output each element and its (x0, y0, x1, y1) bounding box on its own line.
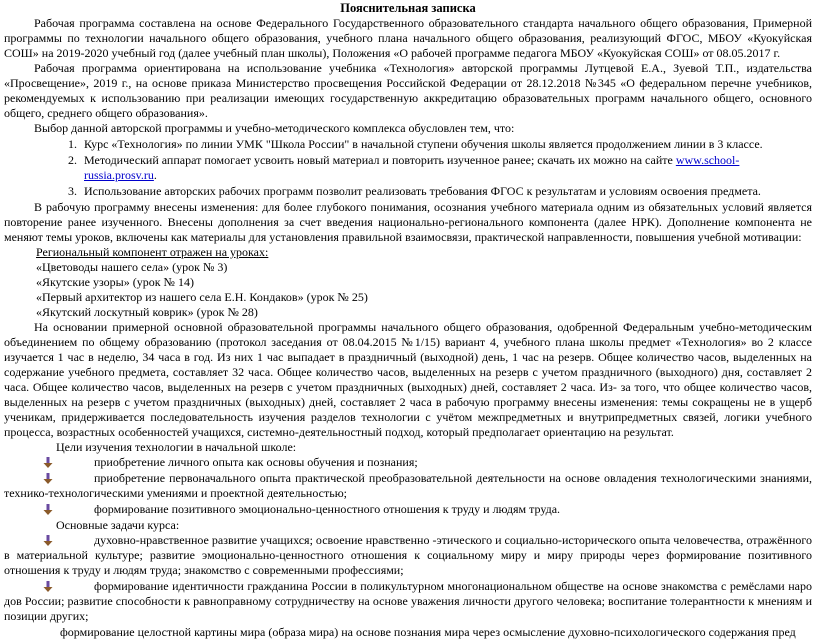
paragraph-textbook: Рабочая программа ориентирована на использование учебника «Технология» авторской программы Лутцевой Е.А., Зуевой Т.П., издательства «Просвещение», 2019 г., на основе приказа Министерство просвещения Российской Федерации от 28.12.2018 №345 «О федеральном перечне учебников, рекомендуемых к использованию при реализации имеющих государственную аккредитацию образовательных программ начального общего, основного общего, среднего общего образования». (4, 61, 812, 120)
school-russia-link[interactable]: www.school-russia.prosv.ru (84, 153, 740, 182)
last-line: формирование целостной картины мира (образа мира) на основе познания мира через осмысление духовно-психологического содержания пред (60, 625, 796, 639)
goal-text: приобретение личного опыта как основы обучения и познания; (94, 455, 418, 469)
list-item (4, 471, 812, 501)
task-text: формирование идентичности гражданина России в поликультурном многонациональном обществе на основе знакомства с ремёслами наро дов России; развитие способности к равноправному сотрудничеству на основе уважения личности другого человека; воспитание толерантности к мнениям и позиции других; (4, 579, 812, 623)
lesson-item: «Цветоводы нашего села» (урок № 3) (36, 260, 228, 274)
goals-list (4, 455, 812, 517)
regional-component-heading: Региональный компонент отражен на уроках: (36, 245, 269, 259)
bullet-arrow-icon (42, 503, 54, 516)
tasks-list (4, 533, 812, 624)
tasks-heading: Основные задачи курса: (56, 518, 180, 532)
list-item (4, 184, 812, 199)
list-item-text: Использование авторских рабочих программ позволит реализовать требования ФГОС к результатам и условиям освоения предмета. (84, 184, 761, 198)
paragraph-changes: В рабочую программу внесены изменения: для более глубокого понимания, осознания учебного материала одним из обязательных условий является повторение ранее изученного. Внесены дополнения за счет введения национально-регионального компонента (далее НРК). Дополнение компонента не меняют темы уроков, включены как материалы для установления правильной взаимосвязи, практической направленности, повышения учебной мотивации: (4, 200, 812, 244)
bullet-arrow-icon (42, 472, 54, 485)
list-item (4, 533, 812, 578)
list-item (4, 579, 812, 624)
reasons-list (4, 137, 812, 199)
lesson-item: «Первый архитектор из нашего села Е.Н. Кондаков» (урок № 25) (36, 290, 368, 304)
lesson-item: «Якутские узоры» (урок № 14) (36, 275, 194, 289)
list-item (4, 455, 812, 470)
bullet-arrow-icon (42, 580, 54, 593)
list-item (4, 502, 812, 517)
paragraph-program-basis: Рабочая программа составлена на основе Федерального Государственного образовательного стандарта начального общего образования, Примерной программы по технологии начального общего образования, учебного плана начального общего образования, реализующий ФГОС, МБОУ «Куокуйская СОШ» на 2019-2020 учебный год (далее учебный план школы), Положения «О рабочей программе педагога МБОУ «Куокуйская СОШ» от 08.05.2017 г. (4, 16, 812, 60)
bullet-arrow-icon (42, 456, 54, 469)
list-number: 1. (68, 137, 77, 151)
list-number: 2. (68, 153, 77, 167)
list-item-text: Методический аппарат помогает усвоить новый материал и повторить изученное ранее; скачать их можно на сайте (84, 153, 676, 167)
goal-text: приобретение первоначального опыта практической преобразовательной деятельности на основе овладения технологическими знаниями, технико-технологическими умениями и проектной деятельностью; (4, 471, 812, 500)
bullet-arrow-icon (42, 534, 54, 547)
goals-heading: Цели изучения технологии в начальной школе: (56, 440, 297, 454)
document-title: Пояснительная записка (340, 1, 476, 15)
task-text: духовно-нравственное развитие учащихся; освоение нравственно -этического и социально-исторического опыта человечества, отражённого в материальной культуре; развитие эмоционально-ценностного отношения к социальному миру и миру природы через формирование позитивного отношения к труду и людям труда; знакомство с современными профессиями; (4, 533, 812, 577)
list-item (4, 153, 812, 183)
lesson-item: «Якутский лоскутный коврик» (урок № 28) (36, 305, 258, 319)
list-number: 3. (68, 184, 77, 198)
paragraph-hours: На основании примерной основной образовательной программы начального общего образования, одобренной Федеральным учебно-методическим объединением по общему образованию (протокол заседания от 08.04.2015 №1/15) вариант 4, учебного плана школы предмет «Технология» во 2 классе изучается 1 час в неделю, 34 часа в год. Из них 1 час выпадает в праздничный (выходной) день, 1 час на резерв. Общее количество часов, выделенных на содержание учебного предмета, составляет 32 часа. Общее количество часов, выделенных на резерв с учетом праздничного (выходного) дня, составляет 2 часа. Общее количество часов, выделенных на резерв с учетом праздничных (выходных) дней, составляет 2 часа. Из- за того, что общее количество часов, выделенных на резерв с учетом праздничных (выходных) дней, составляет 2 часа в рабочую программу внесены изменения: темы сокращены не в ущерб ученикам, придерживается последовательность изучения разделов технологии с учётом межпредметных и внутрипредметных связей, логики учебного процесса, возрастных особенностей учащихся, системно-деятельностный подход, который предполагает ориентацию на результат. (4, 320, 812, 439)
list-item (4, 137, 812, 152)
goal-text: формирование позитивного эмоционально-ценностного отношения к труду и людям труда. (94, 502, 561, 516)
paragraph-choice: Выбор данной авторской программы и учебно-методического комплекса обусловлен тем, что: (34, 121, 515, 135)
list-item-text: Курс «Технология» по линии УМК "Школа России" в начальной ступени обучения школы является продолжением линии в 3 классе. (84, 137, 763, 151)
list-item-text-end: . (153, 168, 157, 182)
